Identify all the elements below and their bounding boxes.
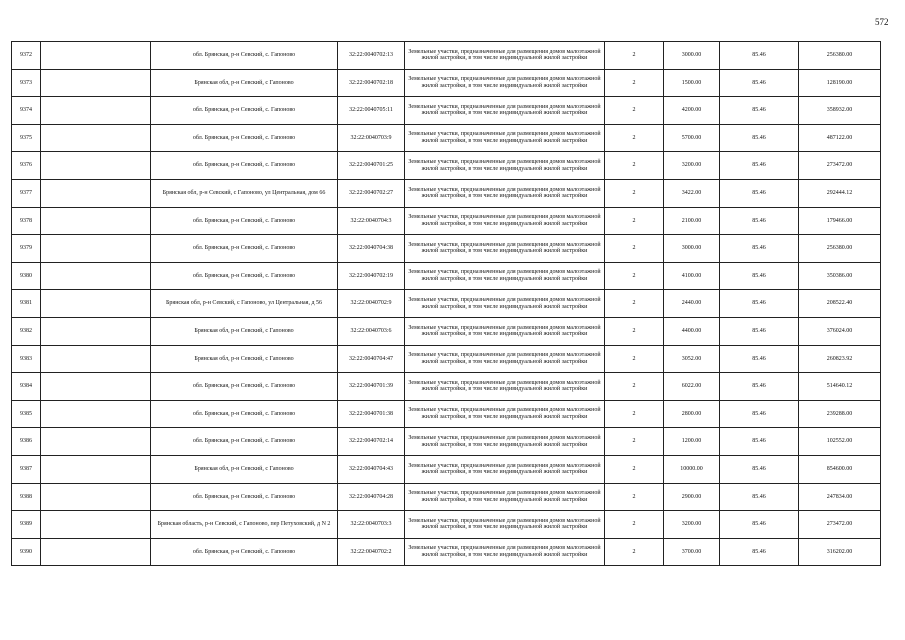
land-use-description-cell: Земельные участки, предназначенные для размещения домов малоэтажной жилой застройки, в том числе индивидуальной жилой застройки [405, 42, 605, 70]
spacer-cell [41, 538, 151, 566]
cadastral-number-cell: 32:22:0040701:38 [338, 400, 405, 428]
address-cell: обл. Брянская, р-н Севский, с. Гапоново [151, 207, 338, 235]
page-number: 572 [875, 17, 889, 27]
category-cell: 2 [605, 97, 664, 125]
cadastral-number-cell: 32:22:0040702:19 [338, 262, 405, 290]
address-cell: обл. Брянская, р-н Севский, с. Гапоново [151, 42, 338, 70]
area-cell: 2100.00 [664, 207, 720, 235]
table-row [12, 42, 881, 70]
category-cell: 2 [605, 152, 664, 180]
land-use-description-cell: Земельные участки, предназначенные для размещения домов малоэтажной жилой застройки, в том числе индивидуальной жилой застройки [405, 317, 605, 345]
cadastral-number-cell: 32:22:0040701:39 [338, 373, 405, 401]
area-cell: 3200.00 [664, 511, 720, 539]
unit-price-cell: 85.46 [720, 455, 799, 483]
unit-price-cell: 85.46 [720, 345, 799, 373]
unit-price-cell: 85.46 [720, 235, 799, 263]
spacer-cell [41, 152, 151, 180]
address-cell: обл. Брянская, р-н Севский, с. Гапоново [151, 124, 338, 152]
table-row [12, 235, 881, 263]
unit-price-cell: 85.46 [720, 511, 799, 539]
row-number-cell: 9381 [12, 290, 41, 318]
row-number-cell: 9386 [12, 428, 41, 456]
row-number-cell: 9388 [12, 483, 41, 511]
table-body [12, 42, 881, 566]
area-cell: 4400.00 [664, 317, 720, 345]
area-cell: 3000.00 [664, 235, 720, 263]
row-number-cell: 9380 [12, 262, 41, 290]
land-use-description-cell: Земельные участки, предназначенные для размещения домов малоэтажной жилой застройки, в том числе индивидуальной жилой застройки [405, 179, 605, 207]
table-row [12, 317, 881, 345]
land-use-description-cell: Земельные участки, предназначенные для размещения домов малоэтажной жилой застройки, в том числе индивидуальной жилой застройки [405, 511, 605, 539]
table-row [12, 455, 881, 483]
category-cell: 2 [605, 483, 664, 511]
unit-price-cell: 85.46 [720, 152, 799, 180]
total-value-cell: 102552.00 [799, 428, 881, 456]
area-cell: 2800.00 [664, 400, 720, 428]
land-use-description-cell: Земельные участки, предназначенные для размещения домов малоэтажной жилой застройки, в том числе индивидуальной жилой застройки [405, 97, 605, 125]
land-use-description-cell: Земельные участки, предназначенные для размещения домов малоэтажной жилой застройки, в том числе индивидуальной жилой застройки [405, 124, 605, 152]
table-row [12, 400, 881, 428]
category-cell: 2 [605, 455, 664, 483]
area-cell: 3052.00 [664, 345, 720, 373]
table-row [12, 124, 881, 152]
cadastral-number-cell: 32:22:0040704:28 [338, 483, 405, 511]
table-row [12, 538, 881, 566]
row-number-cell: 9377 [12, 179, 41, 207]
cadastral-number-cell: 32:22:0040703:9 [338, 124, 405, 152]
total-value-cell: 487122.00 [799, 124, 881, 152]
address-cell: Брянская обл, р-н Севский, с Гапоново [151, 69, 338, 97]
category-cell: 2 [605, 400, 664, 428]
land-use-description-cell: Земельные участки, предназначенные для размещения домов малоэтажной жилой застройки, в том числе индивидуальной жилой застройки [405, 152, 605, 180]
total-value-cell: 247834.00 [799, 483, 881, 511]
category-cell: 2 [605, 124, 664, 152]
category-cell: 2 [605, 317, 664, 345]
cadastral-number-cell: 32:22:0040703:6 [338, 317, 405, 345]
address-cell: обл. Брянская, р-н Севский, с. Гапоново [151, 262, 338, 290]
row-number-cell: 9387 [12, 455, 41, 483]
total-value-cell: 376024.00 [799, 317, 881, 345]
area-cell: 2900.00 [664, 483, 720, 511]
area-cell: 1500.00 [664, 69, 720, 97]
spacer-cell [41, 207, 151, 235]
row-number-cell: 9372 [12, 42, 41, 70]
total-value-cell: 260823.92 [799, 345, 881, 373]
category-cell: 2 [605, 290, 664, 318]
land-registry-table [11, 41, 881, 566]
spacer-cell [41, 262, 151, 290]
area-cell: 6022.00 [664, 373, 720, 401]
spacer-cell [41, 290, 151, 318]
spacer-cell [41, 373, 151, 401]
total-value-cell: 208522.40 [799, 290, 881, 318]
unit-price-cell: 85.46 [720, 290, 799, 318]
spacer-cell [41, 124, 151, 152]
unit-price-cell: 85.46 [720, 124, 799, 152]
address-cell: обл. Брянская, р-н Севский, с. Гапоново [151, 538, 338, 566]
total-value-cell: 179466.00 [799, 207, 881, 235]
unit-price-cell: 85.46 [720, 317, 799, 345]
total-value-cell: 358932.00 [799, 97, 881, 125]
land-use-description-cell: Земельные участки, предназначенные для размещения домов малоэтажной жилой застройки, в том числе индивидуальной жилой застройки [405, 373, 605, 401]
cadastral-number-cell: 32:22:0040703:3 [338, 511, 405, 539]
unit-price-cell: 85.46 [720, 69, 799, 97]
row-number-cell: 9379 [12, 235, 41, 263]
address-cell: обл. Брянская, р-н Севский, с. Гапоново [151, 152, 338, 180]
total-value-cell: 273472.00 [799, 152, 881, 180]
total-value-cell: 273472.00 [799, 511, 881, 539]
land-use-description-cell: Земельные участки, предназначенные для размещения домов малоэтажной жилой застройки, в том числе индивидуальной жилой застройки [405, 207, 605, 235]
category-cell: 2 [605, 538, 664, 566]
total-value-cell: 239288.00 [799, 400, 881, 428]
cadastral-number-cell: 32:22:0040705:11 [338, 97, 405, 125]
category-cell: 2 [605, 373, 664, 401]
unit-price-cell: 85.46 [720, 400, 799, 428]
land-use-description-cell: Земельные участки, предназначенные для размещения домов малоэтажной жилой застройки, в том числе индивидуальной жилой застройки [405, 483, 605, 511]
spacer-cell [41, 455, 151, 483]
land-use-description-cell: Земельные участки, предназначенные для размещения домов малоэтажной жилой застройки, в том числе индивидуальной жилой застройки [405, 538, 605, 566]
area-cell: 4100.00 [664, 262, 720, 290]
address-cell: Брянская обл, р-н Севский, с Гапоново, ул Центральная, д 56 [151, 290, 338, 318]
category-cell: 2 [605, 207, 664, 235]
row-number-cell: 9390 [12, 538, 41, 566]
land-use-description-cell: Земельные участки, предназначенные для размещения домов малоэтажной жилой застройки, в том числе индивидуальной жилой застройки [405, 400, 605, 428]
total-value-cell: 128190.00 [799, 69, 881, 97]
spacer-cell [41, 511, 151, 539]
row-number-cell: 9375 [12, 124, 41, 152]
table-row [12, 483, 881, 511]
spacer-cell [41, 317, 151, 345]
spacer-cell [41, 428, 151, 456]
spacer-cell [41, 179, 151, 207]
category-cell: 2 [605, 262, 664, 290]
table-row [12, 152, 881, 180]
total-value-cell: 316202.00 [799, 538, 881, 566]
table-row [12, 69, 881, 97]
category-cell: 2 [605, 179, 664, 207]
cadastral-number-cell: 32:22:0040704:43 [338, 455, 405, 483]
area-cell: 5700.00 [664, 124, 720, 152]
unit-price-cell: 85.46 [720, 538, 799, 566]
unit-price-cell: 85.46 [720, 262, 799, 290]
category-cell: 2 [605, 428, 664, 456]
cadastral-number-cell: 32:22:0040702:18 [338, 69, 405, 97]
row-number-cell: 9389 [12, 511, 41, 539]
address-cell: Брянская обл, р-н Севский, с Гапоново [151, 455, 338, 483]
category-cell: 2 [605, 69, 664, 97]
address-cell: Брянская обл, р-н Севский, с Гапоново, ул Центральная, дом 66 [151, 179, 338, 207]
cadastral-number-cell: 32:22:0040702:9 [338, 290, 405, 318]
unit-price-cell: 85.46 [720, 373, 799, 401]
total-value-cell: 292444.12 [799, 179, 881, 207]
land-use-description-cell: Земельные участки, предназначенные для размещения домов малоэтажной жилой застройки, в том числе индивидуальной жилой застройки [405, 290, 605, 318]
area-cell: 2440.00 [664, 290, 720, 318]
category-cell: 2 [605, 345, 664, 373]
table-row [12, 262, 881, 290]
category-cell: 2 [605, 511, 664, 539]
unit-price-cell: 85.46 [720, 42, 799, 70]
total-value-cell: 256380.00 [799, 235, 881, 263]
spacer-cell [41, 400, 151, 428]
spacer-cell [41, 97, 151, 125]
row-number-cell: 9373 [12, 69, 41, 97]
cadastral-number-cell: 32:22:0040702:27 [338, 179, 405, 207]
total-value-cell: 256380.00 [799, 42, 881, 70]
address-cell: обл. Брянская, р-н Севский, с. Гапоново [151, 400, 338, 428]
unit-price-cell: 85.46 [720, 179, 799, 207]
area-cell: 10000.00 [664, 455, 720, 483]
unit-price-cell: 85.46 [720, 483, 799, 511]
address-cell: обл. Брянская, р-н Севский, с. Гапоново [151, 373, 338, 401]
address-cell: обл. Брянская, р-н Севский, с. Гапоново [151, 428, 338, 456]
area-cell: 3422.00 [664, 179, 720, 207]
cadastral-number-cell: 32:22:0040702:14 [338, 428, 405, 456]
table-row [12, 290, 881, 318]
cadastral-number-cell: 32:22:0040704:38 [338, 235, 405, 263]
land-use-description-cell: Земельные участки, предназначенные для размещения домов малоэтажной жилой застройки, в том числе индивидуальной жилой застройки [405, 69, 605, 97]
total-value-cell: 854600.00 [799, 455, 881, 483]
table-row [12, 373, 881, 401]
land-use-description-cell: Земельные участки, предназначенные для размещения домов малоэтажной жилой застройки, в том числе индивидуальной жилой застройки [405, 235, 605, 263]
table-row [12, 345, 881, 373]
unit-price-cell: 85.46 [720, 428, 799, 456]
address-cell: обл. Брянская, р-н Севский, с. Гапоново [151, 483, 338, 511]
land-use-description-cell: Земельные участки, предназначенные для размещения домов малоэтажной жилой застройки, в том числе индивидуальной жилой застройки [405, 428, 605, 456]
table-row [12, 207, 881, 235]
area-cell: 4200.00 [664, 97, 720, 125]
area-cell: 3700.00 [664, 538, 720, 566]
cadastral-number-cell: 32:22:0040701:25 [338, 152, 405, 180]
cadastral-number-cell: 32:22:0040702:13 [338, 42, 405, 70]
table-row [12, 428, 881, 456]
address-cell: обл. Брянская, р-н Севский, с. Гапоново [151, 235, 338, 263]
land-use-description-cell: Земельные участки, предназначенные для размещения домов малоэтажной жилой застройки, в том числе индивидуальной жилой застройки [405, 345, 605, 373]
row-number-cell: 9385 [12, 400, 41, 428]
row-number-cell: 9376 [12, 152, 41, 180]
unit-price-cell: 85.46 [720, 97, 799, 125]
land-use-description-cell: Земельные участки, предназначенные для размещения домов малоэтажной жилой застройки, в том числе индивидуальной жилой застройки [405, 455, 605, 483]
spacer-cell [41, 235, 151, 263]
category-cell: 2 [605, 42, 664, 70]
row-number-cell: 9383 [12, 345, 41, 373]
row-number-cell: 9378 [12, 207, 41, 235]
unit-price-cell: 85.46 [720, 207, 799, 235]
spacer-cell [41, 69, 151, 97]
total-value-cell: 350386.00 [799, 262, 881, 290]
row-number-cell: 9374 [12, 97, 41, 125]
total-value-cell: 514640.12 [799, 373, 881, 401]
area-cell: 1200.00 [664, 428, 720, 456]
address-cell: Брянская область, р-н Севский, с Гапоново, пер Петуховский, д N 2 [151, 511, 338, 539]
table-row [12, 97, 881, 125]
area-cell: 3200.00 [664, 152, 720, 180]
address-cell: Брянская обл, р-н Севский, с Гапоново [151, 345, 338, 373]
spacer-cell [41, 42, 151, 70]
cadastral-number-cell: 32:22:0040704:3 [338, 207, 405, 235]
cadastral-number-cell: 32:22:0040704:47 [338, 345, 405, 373]
area-cell: 3000.00 [664, 42, 720, 70]
spacer-cell [41, 345, 151, 373]
cadastral-number-cell: 32:22:0040702:2 [338, 538, 405, 566]
row-number-cell: 9384 [12, 373, 41, 401]
row-number-cell: 9382 [12, 317, 41, 345]
category-cell: 2 [605, 235, 664, 263]
address-cell: обл. Брянская, р-н Севский, с. Гапоново [151, 97, 338, 125]
address-cell: Брянская обл, р-н Севский, с Гапоново [151, 317, 338, 345]
spacer-cell [41, 483, 151, 511]
table-row [12, 179, 881, 207]
land-use-description-cell: Земельные участки, предназначенные для размещения домов малоэтажной жилой застройки, в том числе индивидуальной жилой застройки [405, 262, 605, 290]
table-row [12, 511, 881, 539]
